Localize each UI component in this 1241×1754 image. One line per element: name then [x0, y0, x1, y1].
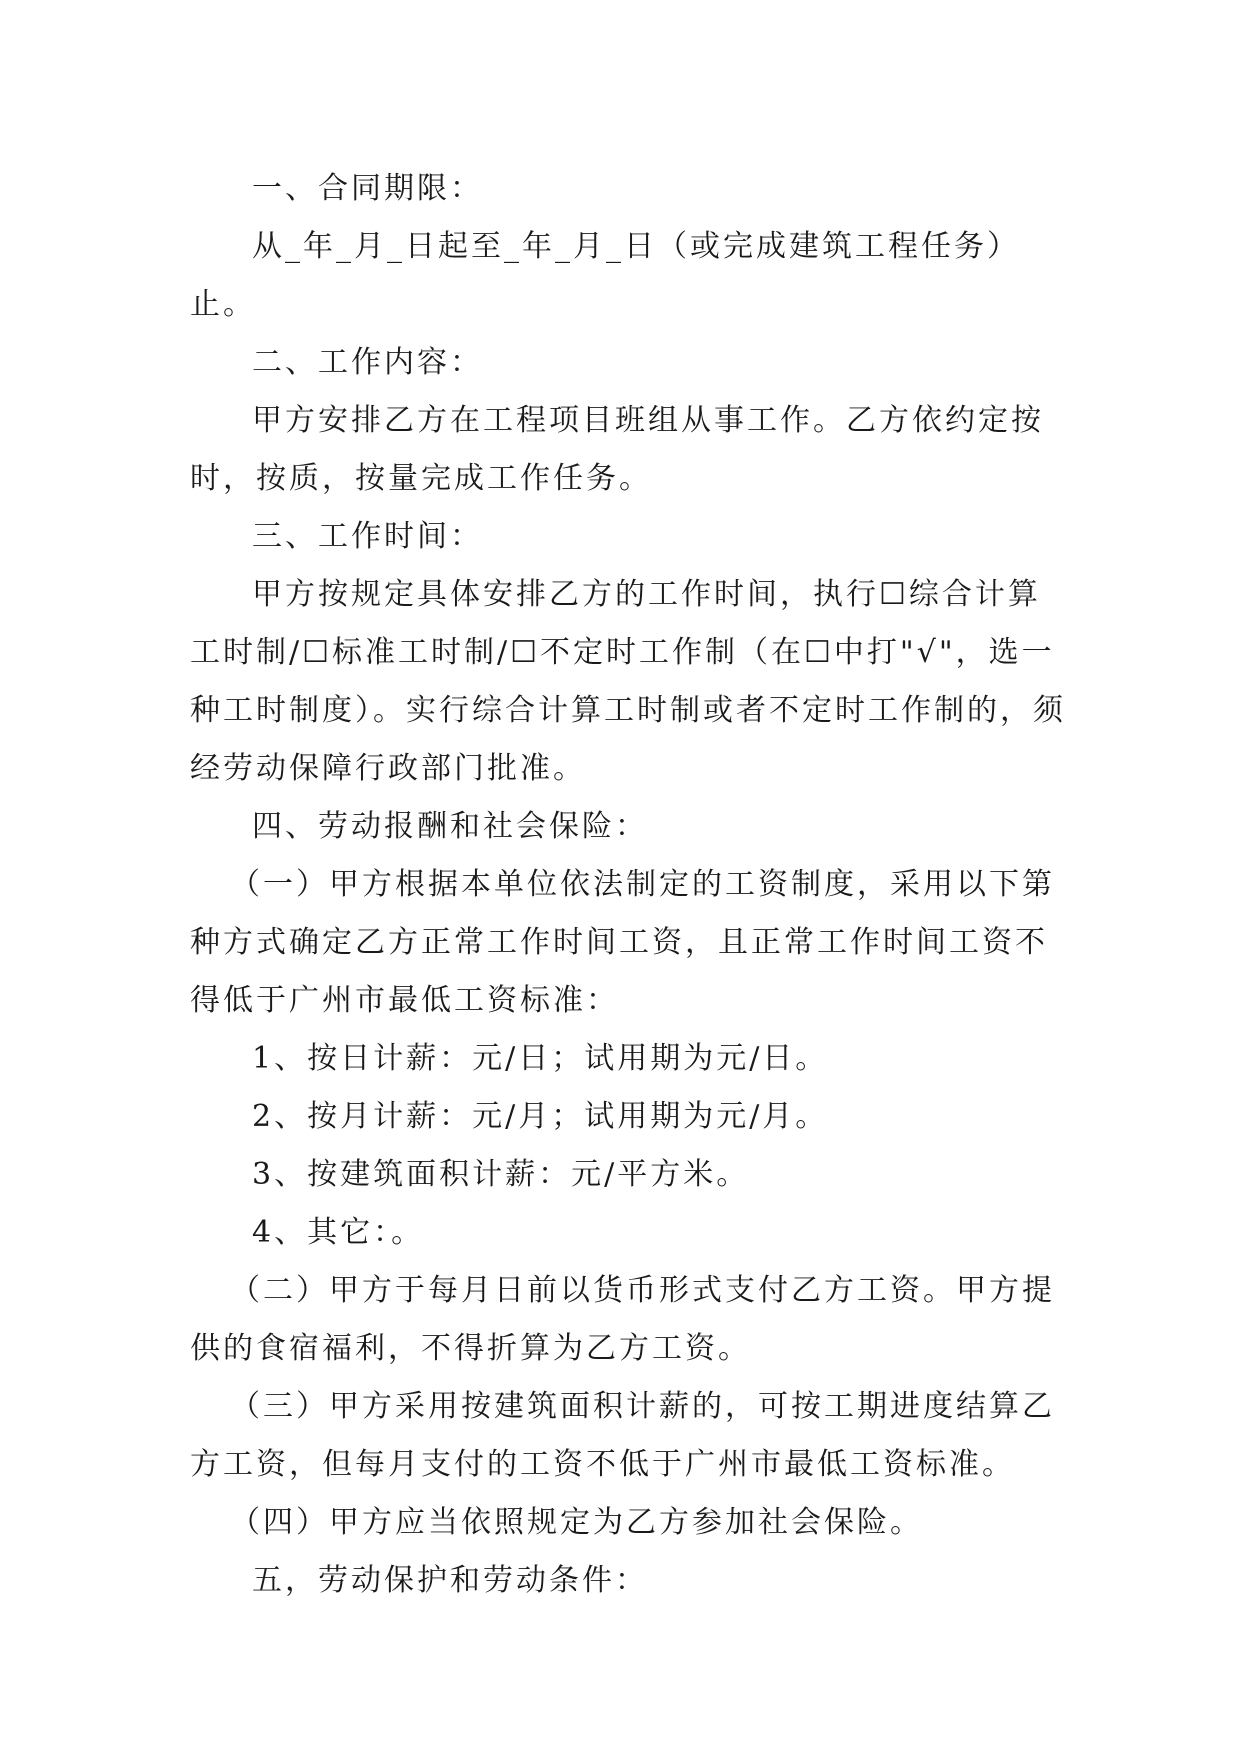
section-1-heading: 一、合同期限：	[252, 171, 483, 206]
clause-4-1: （一）甲方根据本单位依法制定的工资制度，采用以下第种方式确定乙方正常工作时间工资，且正常工作时间工资不得低于广州市最低工资标准：	[190, 867, 1055, 1018]
section-2-heading: 二、工作内容：	[252, 345, 483, 380]
section-5-heading: 五，劳动保护和劳动条件：	[252, 1563, 648, 1598]
clause-4-4: （四）甲方应当依照规定为乙方参加社会保险。	[230, 1505, 923, 1540]
clause-4-2: （二）甲方于每月日前以货币形式支付乙方工资。甲方提供的食宿福利，不得折算为乙方工资。	[190, 1273, 1055, 1366]
pay-option-2: 2、按月计薪：元/月；试用期为元/月。	[252, 1099, 829, 1134]
section-3-heading: 三、工作时间：	[252, 519, 483, 554]
pay-option-1: 1、按日计薪：元/日；试用期为元/日。	[252, 1041, 829, 1076]
clause-4-3: （三）甲方采用按建筑面积计薪的，可按工期进度结算乙方工资，但每月支付的工资不低于广州市最低工资标准。	[190, 1389, 1055, 1482]
contract-term-text: 从_年_月_日起至_年_月_日（或完成建筑工程任务）止。	[190, 229, 1020, 322]
pay-option-3: 3、按建筑面积计薪：元/平方米。	[252, 1157, 750, 1192]
work-content-text: 甲方安排乙方在工程项目班组从事工作。乙方依约定按时，按质，按量完成工作任务。	[190, 403, 1044, 496]
document-body	[190, 160, 1070, 1610]
work-time-text: 甲方按规定具体安排乙方的工作时间，执行☐综合计算工时制/☐标准工时制/☐不定时工作制（在☐中打"√"，选一种工时制度）。实行综合计算工时制或者不定时工作制的，须经劳动保障行政部门批准。	[190, 577, 1066, 786]
pay-option-4: 4、其它：。	[252, 1215, 425, 1250]
section-4-heading: 四、劳动报酬和社会保险：	[252, 809, 648, 844]
